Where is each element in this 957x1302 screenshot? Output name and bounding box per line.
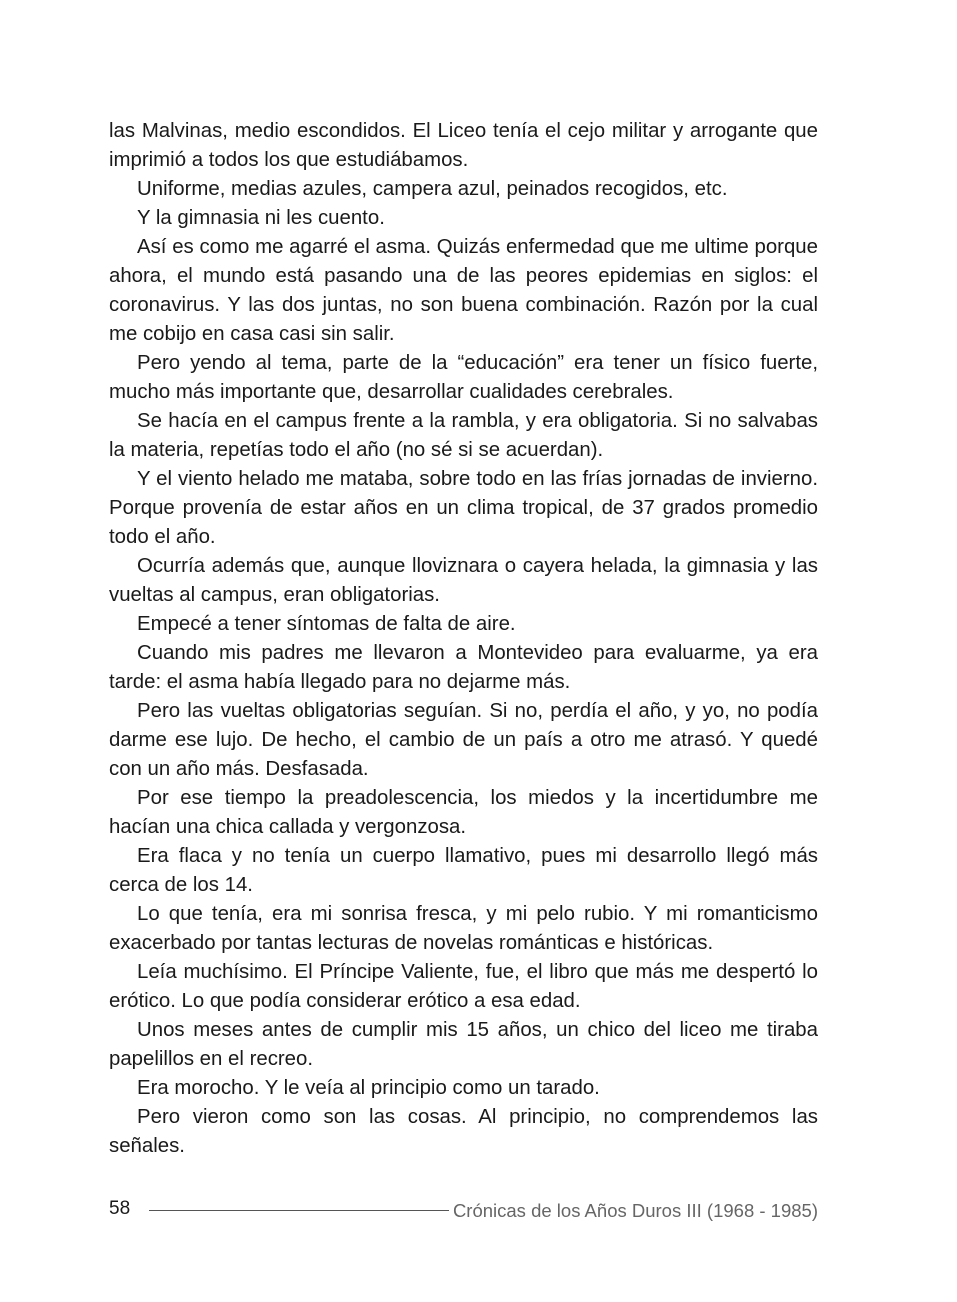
paragraph: Y el viento helado me mataba, sobre todo en las frías jornadas de invierno. Porque provenía de estar años en un clima tropical, de 37 grados promedio todo el año. (109, 468, 818, 548)
paragraph: Pero yendo al tema, parte de la “educación” era tener un físico fuerte, mucho más importante que, desarrollar cualidades cerebrales. (109, 352, 818, 403)
paragraph: Era morocho. Y le veía al principio como un tarado. (137, 1077, 600, 1099)
body-text (109, 117, 818, 1161)
paragraph: Unos meses antes de cumplir mis 15 años, un chico del liceo me tiraba papelillos en el recreo. (109, 1019, 818, 1070)
paragraph: Era flaca y no tenía un cuerpo llamativo, pues mi desarrollo llegó más cerca de los 14. (109, 845, 818, 896)
paragraph-continued: las Malvinas, medio escondidos. El Liceo tenía el cejo militar y arrogante que imprimió a todos los que estudiábamos. (109, 120, 818, 171)
paragraph: Pero las vueltas obligatorias seguían. Si no, perdía el año, y yo, no podía darme ese lujo. De hecho, el cambio de un país a otro me atrasó. Y quedé con un año más. Desfasada. (109, 700, 818, 780)
paragraph: Se hacía en el campus frente a la rambla, y era obligatoria. Si no salvabas la materia, repetías todo el año (no sé si se acuerdan). (109, 410, 818, 461)
paragraph: Así es como me agarré el asma. Quizás enfermedad que me ultime porque ahora, el mundo está pasando una de las peores epidemias en siglos: el coronavirus. Y las dos juntas, no son buena combinación. Razón por la cual me cobijo en casa casi sin salir. (109, 236, 818, 345)
paragraph: Y la gimnasia ni les cuento. (137, 207, 385, 229)
paragraph: Leía muchísimo. El Príncipe Valiente, fue, el libro que más me despertó lo erótico. Lo que podía considerar erótico a esa edad. (109, 961, 818, 1012)
footer-divider (149, 1210, 449, 1211)
page-number: 58 (109, 1198, 131, 1219)
paragraph: Por ese tiempo la preadolescencia, los miedos y la incertidumbre me hacían una chica callada y vergonzosa. (109, 787, 818, 838)
paragraph: Lo que tenía, era mi sonrisa fresca, y mi pelo rubio. Y mi romanticismo exacerbado por tantas lecturas de novelas románticas e históricas. (109, 903, 818, 954)
paragraph: Pero vieron como son las cosas. Al principio, no comprendemos las señales. (109, 1106, 818, 1157)
paragraph: Cuando mis padres me llevaron a Montevideo para evaluarme, ya era tarde: el asma había llegado para no dejarme más. (109, 642, 818, 693)
paragraph: Empecé a tener síntomas de falta de aire. (137, 613, 516, 635)
page-footer (109, 1196, 818, 1224)
paragraph: Ocurría además que, aunque lloviznara o cayera helada, la gimnasia y las vueltas al campus, eran obligatorias. (109, 555, 818, 606)
paragraph: Uniforme, medias azules, campera azul, peinados recogidos, etc. (137, 178, 728, 200)
running-title: Crónicas de los Años Duros III (1968 - 1985) (452, 1200, 818, 1221)
